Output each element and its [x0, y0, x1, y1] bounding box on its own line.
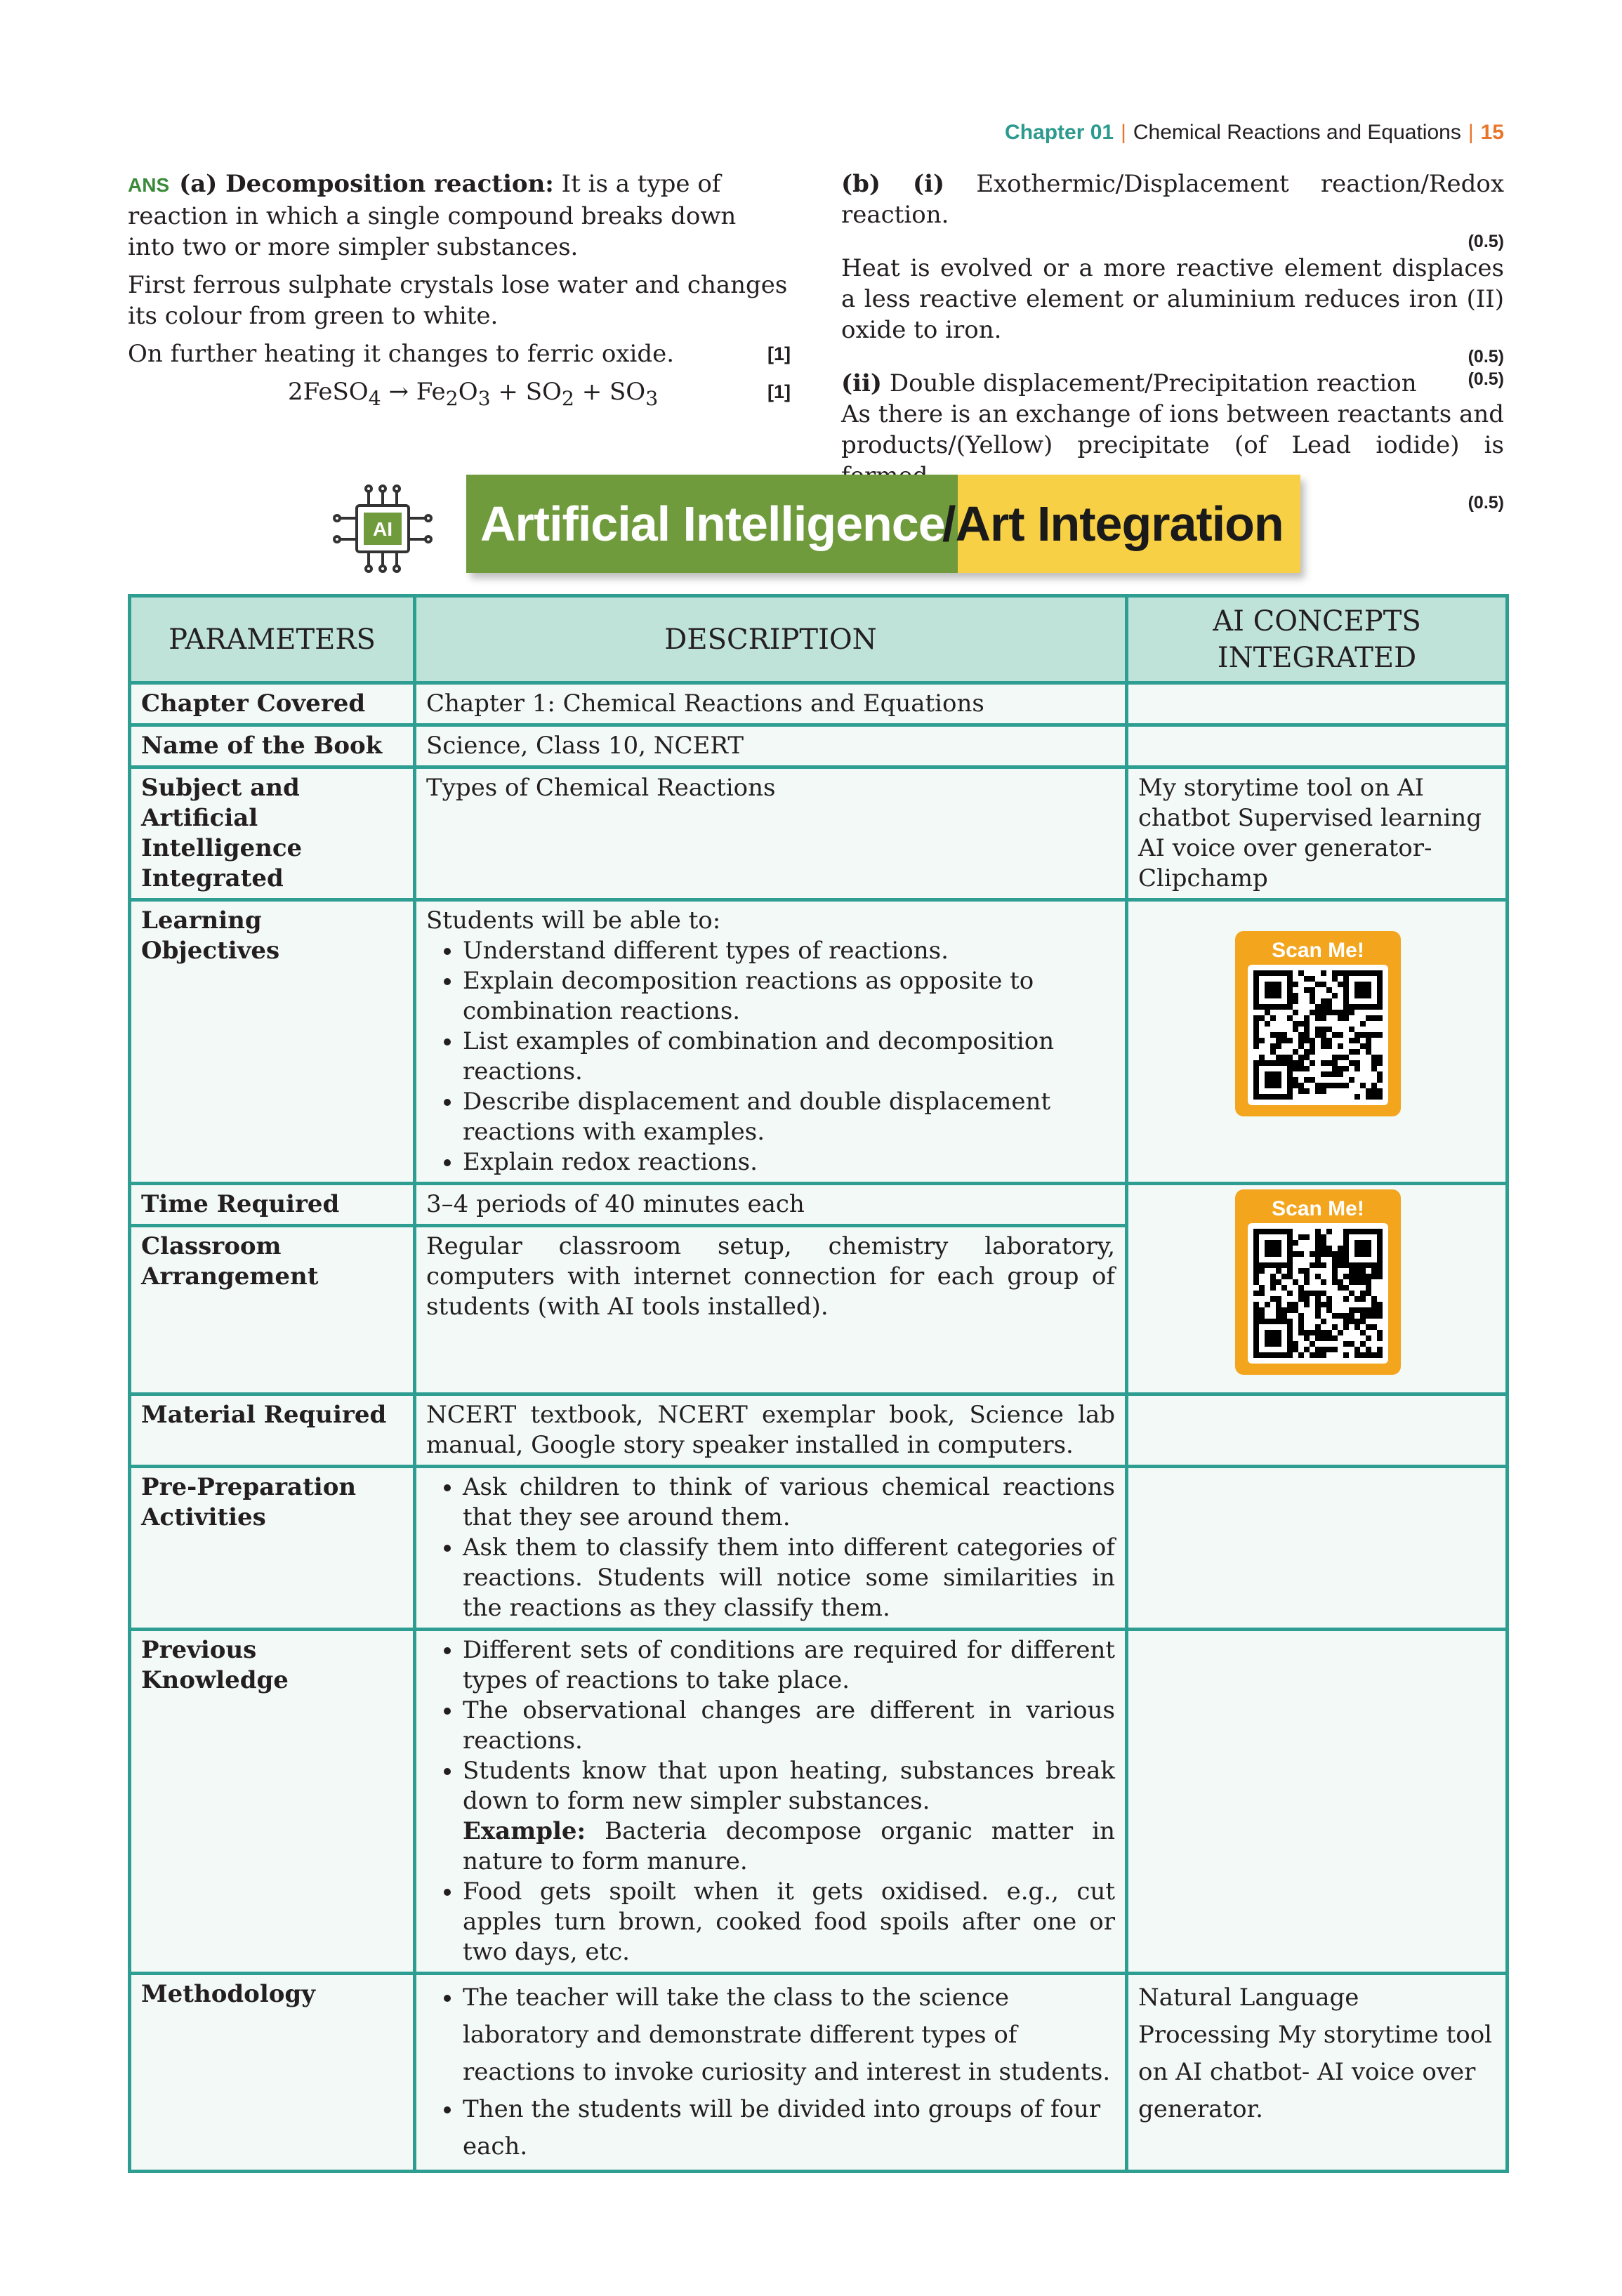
header-parameters: PARAMETERS: [130, 596, 415, 683]
qr-code-icon: [1248, 1223, 1388, 1364]
answer-b-ii-explanation: As there is an exchange of ions between reactants and products/(Yellow) precipitate (of Lead iodide) is: [841, 400, 1504, 459]
answer-paragraph-3: [1] On further heating it changes to ferric oxide.: [128, 340, 791, 368]
table-row: Name of the Book Science, Class 10, NCERT: [130, 725, 1508, 767]
mark-label: (0.5): [1468, 493, 1504, 513]
answer-right-column: [841, 169, 1504, 514]
qr-code-card[interactable]: Scan Me!: [1235, 1189, 1401, 1375]
list-item: • Then the students will be divided into groups of four each.: [463, 2091, 1115, 2165]
banner-title-ai: Artificial Intelligence: [480, 496, 945, 551]
list-item: • Ask them to classify them into different categories of reactions. Students will notice some similarities in the reactions as they classify them.: [463, 1533, 1115, 1623]
list-item: • Different sets of conditions are required for different types of reactions to take place.: [463, 1635, 1115, 1696]
chapter-title: Chemical Reactions and Equations: [1133, 121, 1461, 144]
svg-text:AI: AI: [373, 518, 393, 540]
qr-code-icon: [1248, 965, 1388, 1105]
ai-integration-table: [128, 594, 1509, 2173]
answer-a-paragraph: [128, 169, 791, 263]
table-row: Previous Knowledge • Different sets of conditions are required for different types of reactions to take place. • The observational changes are different in various reactions. • Students know that upon heating, substances break down to form new simpler substances. Example: Bacteria decompose organic matter in nature to form manure. • Food gets spoilt when it gets oxidised. e.g., cut apples turn brown, cooked food spoils after one or two days, etc.: [130, 1630, 1508, 1974]
answer-b-i: (b) (i) Exothermic/Displacement reaction/Redox reaction.: [841, 170, 1505, 229]
objectives-list: [426, 936, 1115, 1177]
mark-label: (0.5): [1468, 232, 1504, 251]
table-row: Classroom Arrangement Regular classroom setup, chemistry laboratory, computers with internet connection for each group of students (with AI tools installed).: [130, 1226, 1508, 1394]
list-item: • Explain redox reactions.: [463, 1147, 1115, 1177]
qr-code-card[interactable]: Scan Me!: [1235, 931, 1401, 1116]
answer-b-ii: (ii) Double displacement/Precipitation reaction (0.5): [841, 369, 1504, 397]
list-item: • Describe displacement and double displacement reactions with examples.: [463, 1087, 1115, 1147]
header-ai-concepts: AI CONCEPTS INTEGRATED: [1127, 596, 1508, 683]
table-header-row: [130, 596, 1508, 683]
running-header: Chapter 01 | Chemical Reactions and Equations | 15: [1005, 121, 1504, 144]
answer-left-column: [128, 169, 791, 414]
list-item: • The teacher will take the class to the science laboratory and demonstrate different types of reactions to invoke curiosity and interest in students.: [463, 1979, 1115, 2091]
list-item: • Understand different types of reactions.: [463, 936, 1115, 966]
table-row: Pre-Preparation Activities • Ask children to think of various chemical reactions that they see around them. • Ask them to classify them into different categories of reactions. Students will notice some similarities in the reactions as they classify them.: [130, 1467, 1508, 1630]
answer-b-i-explanation: Heat is evolved or a more reactive element displaces a less reactive element or aluminium reduces iron (II) oxide to iron.: [841, 254, 1504, 344]
list-item: • Food gets spoilt when it gets oxidised. e.g., cut apples turn brown, cooked food spoils after one or two days, etc.: [463, 1877, 1115, 1967]
equation-text: 2FeSO$_4$ → $Fe_2O_3 + SO_2 + SO_3$: [288, 378, 659, 410]
list-item: • List examples of combination and decomposition reactions.: [463, 1027, 1115, 1087]
answer-paragraph-2: First ferrous sulphate crystals lose water and changes its colour from green to white.: [128, 271, 788, 330]
table-row: Material Required NCERT textbook, NCERT exemplar book, Science lab manual, Google story speaker installed in computers.: [130, 1394, 1508, 1467]
section-banner: [466, 475, 1300, 573]
answer-a-text: It is a type of reaction in which a single compound breaks down into two or more simpler substances.: [128, 170, 737, 261]
mark-label: [1]: [767, 381, 791, 402]
list-item: • Explain decomposition reactions as opposite to combination reactions.: [463, 966, 1115, 1027]
table-row: Methodology • The teacher will take the class to the science laboratory and demonstrate different types of reactions to invoke curiosity and interest in students. • Then the students will be divided into groups of four each. Natural Language Processing My storytime tool on AI chatbot- AI voice over generator.: [130, 1974, 1508, 2172]
mark-label: (0.5): [1468, 347, 1504, 367]
table-row: Chapter Covered Chapter 1: Chemical Reactions and Equations: [130, 683, 1508, 725]
list-item: • Students know that upon heating, substances break down to form new simpler substances. Example: Bacteria decompose organic matter in nature to form manure.: [463, 1756, 1115, 1877]
chemical-equation: [128, 376, 791, 414]
page-number: 15: [1480, 121, 1504, 144]
ai-chip-icon: [330, 483, 435, 574]
table-row: Time Required 3–4 periods of 40 minutes each Scan Me!: [130, 1184, 1508, 1226]
banner-slash: /: [942, 496, 956, 551]
list-item: • Ask children to think of various chemical reactions that they see around them.: [463, 1472, 1115, 1533]
header-description: DESCRIPTION: [415, 596, 1127, 683]
ans-tag: ANS: [128, 174, 170, 196]
answer-a-heading: (a) Decomposition reaction:: [179, 170, 554, 198]
list-item: • The observational changes are different in various reactions.: [463, 1696, 1115, 1756]
chapter-number: Chapter 01: [1005, 121, 1114, 144]
banner-title-art: Art Integration: [955, 496, 1284, 551]
table-row: Learning Objectives Students will be able to: • Understand different types of reactions. • Explain decomposition reactions as opposite to combination reactions. • List examples of combination and decomposition reactions. • Describe displacement and double displacement reactions with examples. • Explain redox reactions. Scan Me!: [130, 900, 1508, 1184]
mark-label: [1]: [767, 343, 791, 364]
table-row: Subject and Artificial Intelligence Integrated Types of Chemical Reactions My storytime tool on AI chatbot Supervised learning AI voice over generator-Clipchamp: [130, 767, 1508, 900]
